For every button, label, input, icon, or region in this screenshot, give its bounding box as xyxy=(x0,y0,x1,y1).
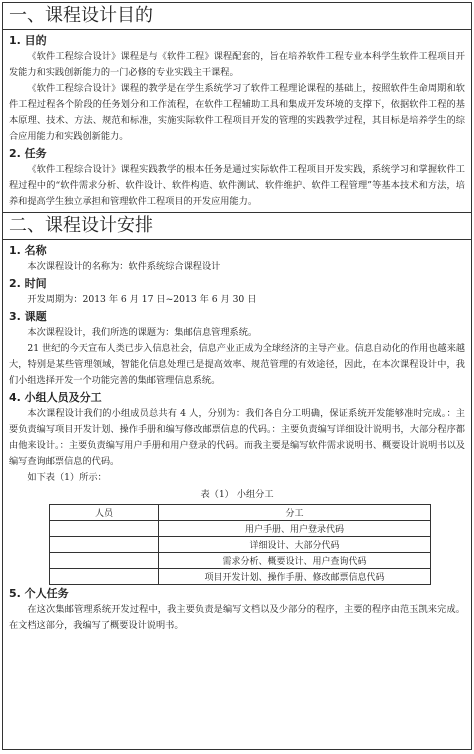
division-table xyxy=(49,504,431,585)
table-row xyxy=(50,521,431,537)
paragraph: 在这次集邮管理系统开发过程中，我主要负责是编写文档以及少部分的程序，主要的程序由范玉凯来完成。在文档这部分，我编写了概要设计说明书。 xyxy=(9,604,465,631)
section-body-arrangement xyxy=(3,240,471,636)
heading-team: 4. 小组人员及分工 xyxy=(9,391,102,404)
table-cell-role xyxy=(50,521,159,537)
heading-topic: 3. 课题 xyxy=(9,310,47,323)
paragraph: 《软件工程综合设计》课程的教学是在学生系统学习了软件工程理论课程的基础上，按照软件生命周期和软件工程过程各个阶段的任务划分和工作流程，在软件工程辅助工具和集成开发环境的支撑下，依据软件工程的基本原理、技术、方法、规范和标准，实施实际软件工程项目开发的管理的实践教学过程，其目标是培养学生的综合应用能力和实践创新能力。 xyxy=(9,83,465,142)
table-row xyxy=(50,537,431,553)
table-header-cell: 人员 xyxy=(50,505,159,521)
heading-time: 2. 时间 xyxy=(9,277,47,290)
table-row xyxy=(50,569,431,585)
table-header-cell: 分工 xyxy=(159,505,431,521)
document-page xyxy=(2,2,472,750)
table-cell-task: 用户手册、用户登录代码 xyxy=(159,521,431,537)
heading-goal: 1. 目的 xyxy=(9,34,47,47)
section-body-purpose xyxy=(3,30,471,213)
table-cell-role xyxy=(50,537,159,553)
paragraph: 《软件工程综合设计》课程是与《软件工程》课程配套的，旨在培养软件工程专业本科学生软件工程项目开发能力和实践创新能力的一门必修的专业实践主干课程。 xyxy=(9,51,465,78)
heading-personal-task: 5. 个人任务 xyxy=(9,587,69,600)
paragraph: 21 世纪的今天宣布人类已步入信息社会，信息产业正成为全球经济的主导产业。信息自动化的作用也越来越大，特别是某些管理领域，智能化信息处理已是提高效率、规范管理的有效途径，因此，在本次课程设计中，我们小组选择开发一个功能完善的集邮管理信息系统。 xyxy=(9,343,465,386)
table-row xyxy=(50,553,431,569)
table-cell-role xyxy=(50,569,159,585)
section-title-arrangement: 二、课程设计安排 xyxy=(3,213,471,240)
paragraph: 开发周期为：2013 年 6 月 17 日~2013 年 6 月 30 日 xyxy=(27,294,257,305)
table-cell-role xyxy=(50,553,159,569)
paragraph: 本次课程设计我们的小组成员总共有 4 人，分别为：我们各自分工明确，保证系统开发能够准时完成。：主要负责编写项目开发计划、操作手册和编写修改邮票信息的代码。：主要负责编写详细设计说明书，大部分程序都由他来设计。：主要负责编写用户手册和用户登录的代码。而我主要是编写软件需求说明书、概要设计说明书以及编写查询邮票信息的代码。 xyxy=(9,408,465,467)
paragraph: 如下表（1）所示： xyxy=(27,472,107,483)
paragraph: 本次课程设计，我们所选的课题为：集邮信息管理系统。 xyxy=(27,327,258,338)
table-cell-task: 详细设计、大部分代码 xyxy=(159,537,431,553)
paragraph: 《软件工程综合设计》课程实践教学的根本任务是通过实际软件工程项目开发实践，系统学习和掌握软件工程过程中的“软件需求分析、软件设计、软件构造、软件测试、软件维护、软件工程管理”等基本技术和方法，培养和提高学生独立承担和管理软件工程项目的开发应用能力。 xyxy=(9,164,465,207)
heading-task: 2. 任务 xyxy=(9,147,47,160)
heading-name: 1. 名称 xyxy=(9,244,47,257)
section-title-purpose: 一、课程设计目的 xyxy=(3,3,471,30)
table-caption: 表（1） 小组分工 xyxy=(200,489,274,500)
table-cell-task: 项目开发计划、操作手册、修改邮票信息代码 xyxy=(159,569,431,585)
table-cell-task: 需求分析、概要设计、用户查询代码 xyxy=(159,553,431,569)
paragraph: 本次课程设计的名称为：软件系统综合课程设计 xyxy=(27,261,221,272)
table-header-row xyxy=(50,505,431,521)
